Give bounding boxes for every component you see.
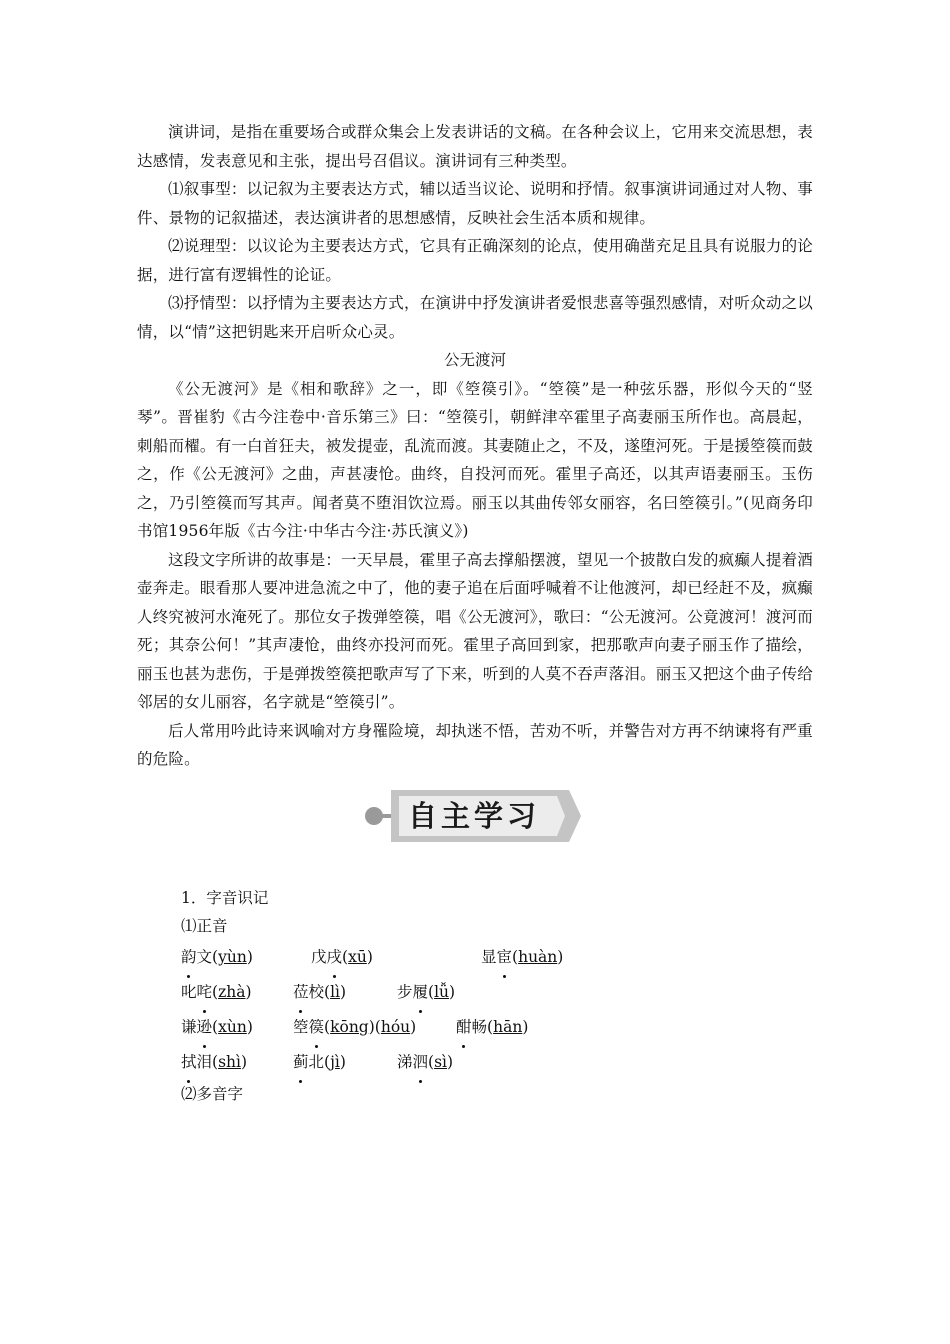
correct-pronunciation-subheading: ⑴正音 [181,917,228,935]
vocab-word: 莅校 [293,983,324,1001]
vocab-row [181,1010,781,1045]
emphasized-character: 戌 [327,940,343,975]
intro-paragraph: ⑴叙事型：以记叙为主要表达方式，辅以适当议论、说明和抒情。叙事演讲词通过对人物、事件、景物的记叙描述，表达演讲者的思想感情，反映社会生活本质和规律。 [137,180,813,227]
emphasized-character: 蓟 [293,1045,309,1080]
vocab-row [181,1045,781,1080]
pinyin-answer: hān [493,1018,523,1036]
pinyin-answer: shì [218,1053,241,1071]
emphasized-character: 咤 [197,975,213,1010]
emphasized-character: 泗 [413,1045,429,1080]
document-body [137,118,813,774]
emphasized-character: 酣 [456,1010,472,1045]
vocab-word: 步履 [397,983,428,1001]
emphasized-character: 韵 [181,940,197,975]
story-paragraph: 后人常用吟此诗来讽喻对方身罹险境，却执迷不悟，苦劝不听，并警告对方再不纳谏将有严重的危险。 [137,721,813,768]
vocab-word: 蓟北 [293,1053,324,1071]
pinyin-answer: jì [330,1053,340,1071]
story-paragraph: 《公无渡河》是《相和歌辞》之一，即《箜篌引》。“箜篌”是一种弦乐器，形似今天的“竖琴”。晋崔豹《古今注卷中·音乐第三》曰：“箜篌引，朝鲜津卒霍里子高妻丽玉所作也。高晨起，刺船而櫂。有一白首狂夫，被发提壶，乱流而渡。其妻随止之，不及，遂堕河死。于是援箜篌而鼓之，作《公无渡河》之曲，声甚凄怆。曲终，自投河而死。霍里子高还，以其声语妻丽玉。玉伤之，乃引箜篌而写其声。闻者莫不堕泪饮泣焉。丽玉以其曲传邻女丽容，名曰箜篌引。”(见商务印书馆1956年版《古今注·中华古今注·苏氏演义》) [137,379,813,540]
polyphonic-subheading: ⑵多音字 [181,1085,244,1103]
pinyin-answer: sì [434,1053,448,1071]
vocab-item: 叱咤(zhà) [181,975,273,1010]
section-banner [365,790,581,842]
emphasized-character: 莅 [293,975,309,1010]
vocab-word: 韵文 [181,948,212,966]
vocab-row [181,975,781,1010]
self-study-section [181,884,781,1108]
pinyin-answer: kōng [330,1018,369,1036]
pinyin-answer: hóu [380,1018,411,1036]
vocab-item: 步履(lǚ) [397,975,497,1010]
vocab-item: 韵文(yùn) [181,940,291,975]
emphasized-character: 履 [413,975,429,1010]
vocab-item: 谦逊(xùn) [181,1010,273,1045]
pinyin-answer: lì [330,983,341,1001]
intro-paragraph: ⑵说理型：以议论为主要表达方式，它具有正确深刻的论点，使用确凿充足且具有说服力的论据，进行富有逻辑性的论证。 [137,237,813,284]
vocab-word: 酣畅 [456,1018,487,1036]
vocab-word: 显宦 [481,948,512,966]
vocab-item: 莅校(lì) [293,975,377,1010]
vocab-item: 拭泪(shì) [181,1045,273,1080]
intro-paragraph: 演讲词，是指在重要场合或群众集会上发表讲话的文稿。在各种会议上，它用来交流思想，表达感情，发表意见和主张，提出号召倡议。演讲词有三种类型。 [137,123,813,170]
pronunciation-heading: 1．字音识记 [181,889,269,907]
vocab-item: 涕泗(sì) [397,1045,497,1080]
story-paragraph: 这段文字所讲的故事是：一天早晨，霍里子高去撑船摆渡，望见一个披散白发的疯癫人提着酒壶奔走。眼看那人要冲进急流之中了，他的妻子追在后面呼喊着不让他渡河，却已经赶不及，疯癫人终究被河水淹死了。那位女子拨弹箜篌，唱《公无渡河》，歌曰：“公无渡河。公竟渡河！渡河而死；其奈公何！”其声凄怆，曲终亦投河而死。霍里子高回到家，把那歌声向妻子丽玉作了描绘，丽玉也甚为悲伤，于是弹拨箜篌把歌声写了下来，听到的人莫不吞声落泪。丽玉又把这个曲子传给邻居的女儿丽容，名字就是“箜篌引”。 [137,550,813,711]
pinyin-answer: yùn [218,948,247,966]
pinyin-answer: xùn [218,1018,247,1036]
pinyin-answer: xū [348,948,367,966]
vocab-word: 叱咤 [181,983,212,1001]
vocab-word: 涕泗 [397,1053,428,1071]
pinyin-answer: zhà [218,983,246,1001]
emphasized-character: 宦 [497,940,513,975]
emphasized-character: 篌 [309,1010,325,1045]
vocab-item: 戊戌(xū) [311,940,461,975]
emphasized-character: 逊 [197,1010,213,1045]
vocab-list [181,940,781,1080]
vocab-row [181,940,781,975]
vocab-item: 蓟北(jì) [293,1045,377,1080]
story-title: 公无渡河 [443,351,506,369]
intro-paragraph: ⑶抒情型：以抒情为主要表达方式，在演讲中抒发演讲者爱恨悲喜等强烈感情，对听众动之以情，以“情”这把钥匙来开启听众心灵。 [137,294,813,341]
vocab-word: 谦逊 [181,1018,212,1036]
vocab-word: 箜篌 [293,1018,324,1036]
pinyin-answer: huàn [518,948,558,966]
banner-label: 自主学习 [407,799,540,833]
pinyin-answer: lǚ [434,983,450,1001]
vocab-word: 拭泪 [181,1053,212,1071]
vocab-item: 显宦(huàn) [481,940,581,975]
vocab-word: 戊戌 [311,948,342,966]
vocab-item: 箜篌(kōng)(hóu) [293,1010,436,1045]
emphasized-character: 拭 [181,1045,197,1080]
vocab-item: 酣畅(hān) [456,1010,556,1045]
